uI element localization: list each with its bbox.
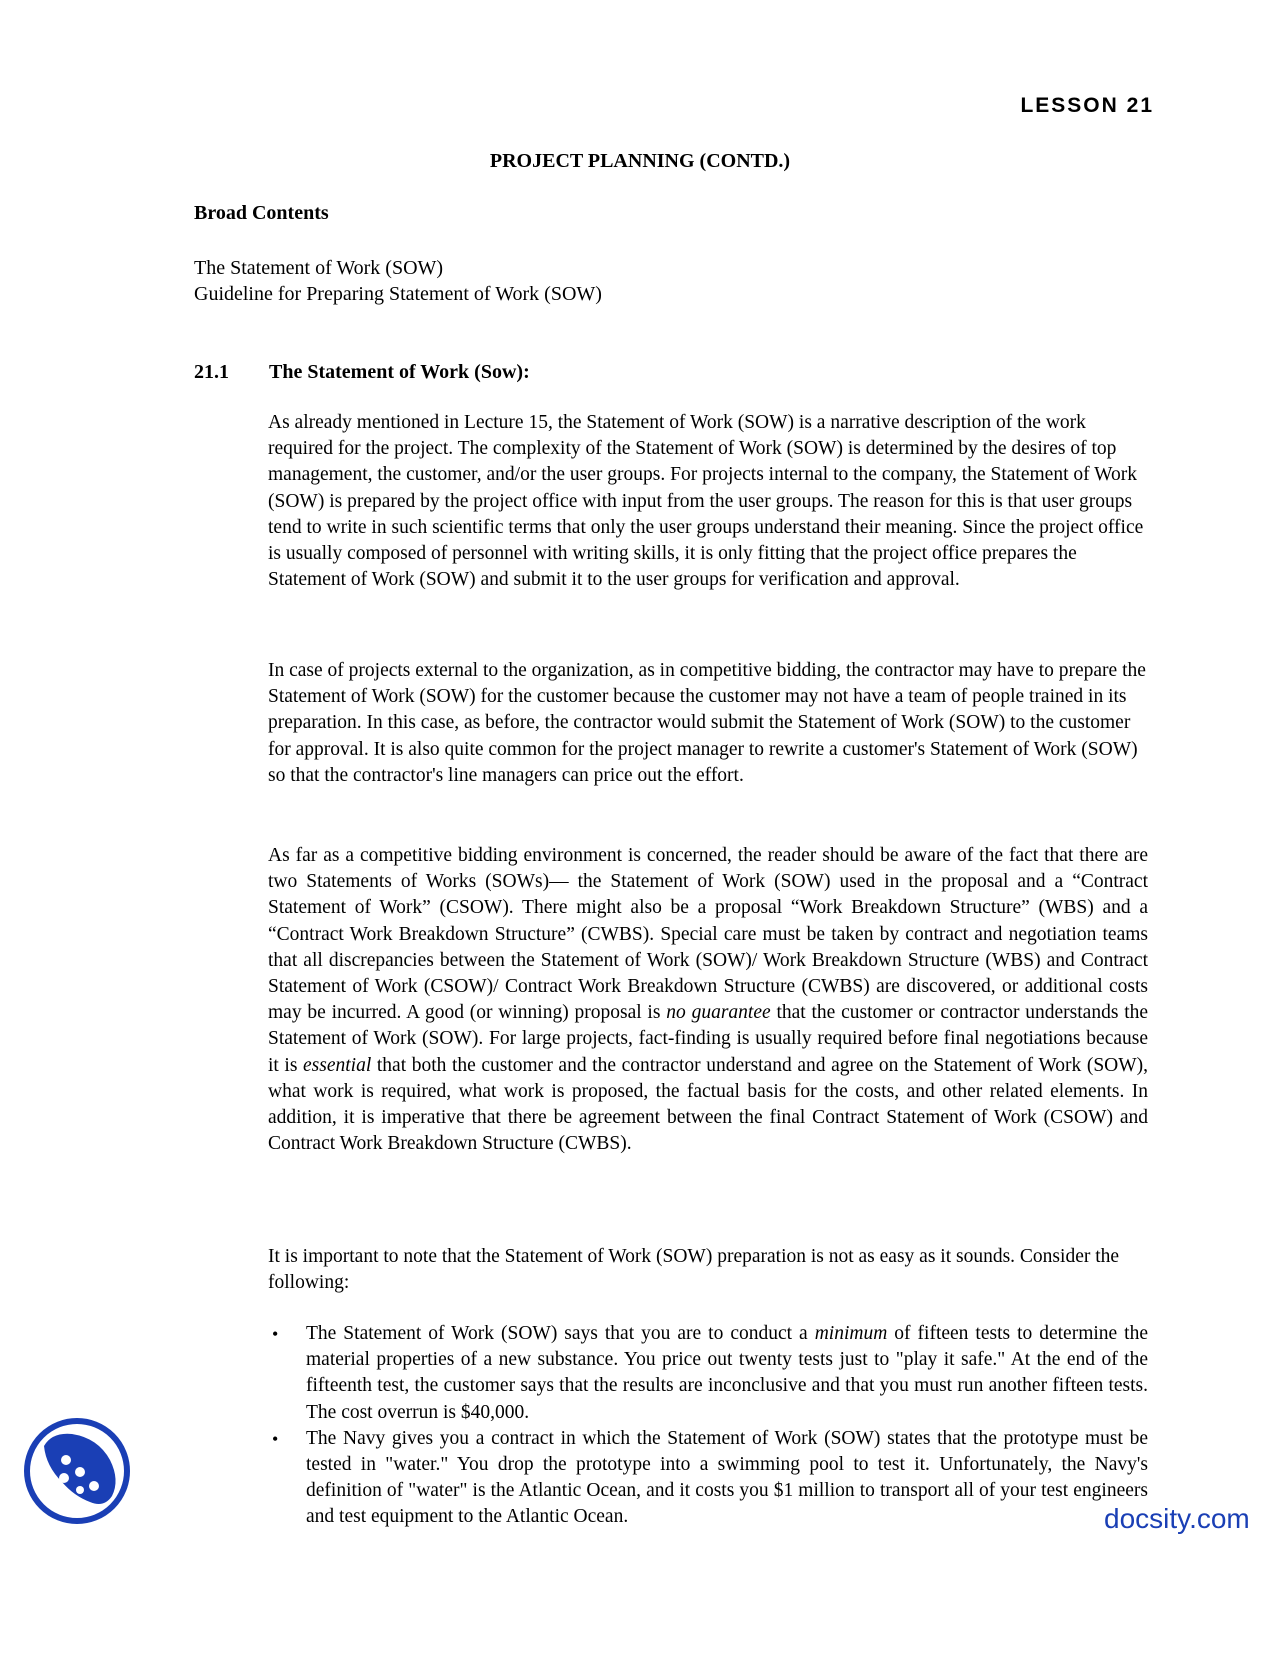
bullet-icon: • bbox=[272, 1428, 279, 1449]
list-item bbox=[268, 1321, 1148, 1426]
text-run: that the customer or contractor understands the Statement of Work (SOW). For large projects, fact-finding is usually required before final negotiations because it is bbox=[268, 1002, 1149, 1076]
page-title: PROJECT PLANNING (CONTD.) bbox=[489, 150, 791, 172]
contents-item: The Statement of Work (SOW) bbox=[194, 257, 444, 279]
paragraph-text: As already mentioned in Lecture 15, the Statement of Work (SOW) is a narrative description of the work required for the project. The complexity of the Statement of Work (SOW) is determined by the desires of top management, the customer, and/or the user groups. For projects internal to the company, the Statement of Work (SOW) is prepared by the project office with input from the user groups. The reason for this is that user groups tend to write in such scientific terms that only the user groups understand their meaning. Since the project office is usually composed of personnel with writing skills, it is only fitting that the project office prepares the Statement of Work (SOW) and submit it to the user groups for verification and approval. bbox=[268, 412, 1144, 591]
broad-contents-list bbox=[194, 255, 602, 307]
section-title: The Statement of Work (Sow): bbox=[269, 361, 530, 383]
emphasis-text: no guarantee bbox=[666, 1002, 771, 1024]
text-run: that both the customer and the contractor understand and agree on the Statement of Work (SOW), what work is required, what work is proposed, the factual basis for the costs, and other related elements. In addition, it is imperative that there be agreement between the final Contract Statement of Work (CSOW) and Contract Work Breakdown Structure (CWBS). bbox=[268, 1054, 1149, 1155]
text-run: The Navy gives you a contract in which the Statement of Work (SOW) states that the prototype must be tested in "water." You drop the prototype into a swimming pool to test it. Unfortunately, the Navy's definition of "water" is the Atlantic Ocean, and it costs you $1 million to transport all of your test engineers and test equipment to the Atlantic Ocean. bbox=[306, 1427, 1148, 1528]
lesson-label: LESSON 21 bbox=[1020, 94, 1154, 117]
docsity-watermark[interactable]: docsity.com bbox=[1104, 1503, 1250, 1534]
emphasis-text: minimum bbox=[814, 1323, 888, 1344]
paragraph-4 bbox=[268, 1244, 1148, 1296]
paragraph-text bbox=[268, 843, 1148, 1157]
paragraph-2 bbox=[268, 658, 1148, 789]
paragraph-text: It is important to note that the Statement of Work (SOW) preparation is not as easy as it sounds. Consider the following: bbox=[268, 1246, 1120, 1294]
logo-graphic bbox=[22, 1416, 132, 1526]
paragraph-1 bbox=[268, 410, 1148, 593]
contents-item: Guideline for Preparing Statement of Work (SOW) bbox=[194, 283, 602, 305]
paragraph-3 bbox=[268, 843, 1148, 1157]
emphasis-text: essential bbox=[303, 1054, 372, 1076]
docsity-logo-icon bbox=[22, 1416, 132, 1526]
section-heading bbox=[194, 361, 530, 384]
list-item bbox=[268, 1426, 1148, 1531]
section-number: 21.1 bbox=[194, 361, 229, 383]
text-run: As far as a competitive bidding environment is concerned, the reader should be aware of the fact that there are two Statements of Works (SOWs)— the Statement of Work (SOW) used in the proposal and a “Contract Statement of Work” (CSOW). There might also be a proposal “Work Breakdown Structure” (WBS) and a “Contract Work Breakdown Structure” (CWBS). Special care must be taken by contract and negotiation teams that all discrepancies between the Statement of Work (SOW)/ Work Breakdown Structure (WBS) and Contract Statement of Work (CSOW)/ Contract Work Breakdown Structure (CWBS) are discovered, or additional costs may be incurred. A good (or winning) proposal is bbox=[268, 845, 1148, 1024]
text-run: of fifteen tests to determine the material properties of a new substance. You price out twenty tests just to "play it safe." At the end of the fifteenth test, the customer says that the results are inconclusive and that you must run another fifteen tests. The cost overrun is $40,000. bbox=[306, 1323, 1149, 1423]
paragraph-text: In case of projects external to the organization, as in competitive bidding, the contractor may have to prepare the Statement of Work (SOW) for the customer because the customer may not have a team of people trained in its preparation. In this case, as before, the contractor would submit the Statement of Work (SOW) to the customer for approval. It is also quite common for the project manager to rewrite a customer's Statement of Work (SOW) so that the contractor's line managers can price out the effort. bbox=[268, 660, 1146, 786]
examples-list bbox=[268, 1321, 1148, 1531]
bullet-icon: • bbox=[272, 1324, 279, 1344]
text-run: The Statement of Work (SOW) says that you are to conduct a bbox=[306, 1323, 808, 1344]
broad-contents-heading: Broad Contents bbox=[194, 202, 329, 224]
